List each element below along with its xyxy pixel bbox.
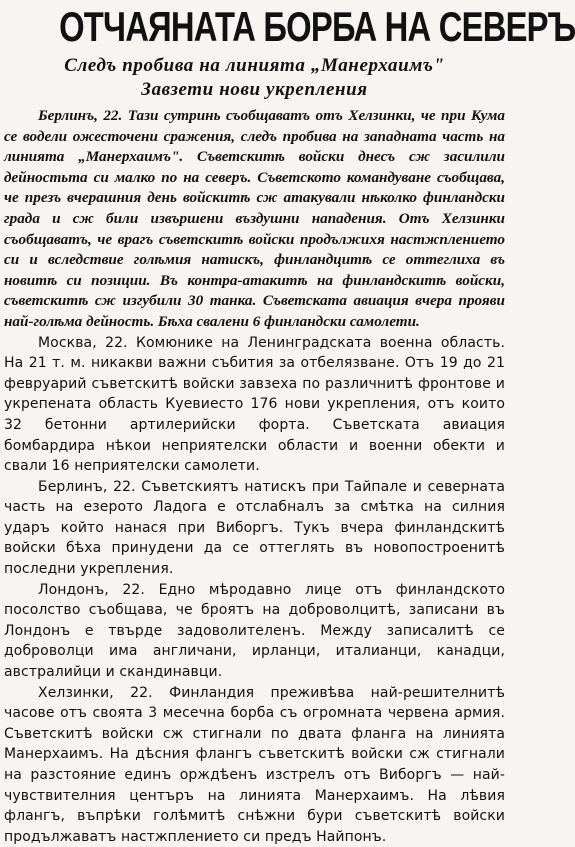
headline: ОТЧАЯНАТА БОРБА НА СЕВЕРЪ <box>59 3 575 50</box>
paragraph-berlin-2: Берлинъ, 22. Съветскиятъ натискъ при Тайпале и северната часть на езерото Ладога е отслабналъ за смѣтка на силния ударъ който нанася при Виборгъ. Тукъ вчера финландскитѣ войски бѣха принудени да се оттеглять въ новопостроенитѣ последни укрепления. <box>4 478 505 578</box>
paragraph-moscow: Москва, 22. Комюнике на Ленинградската военна область. На 21 т. м. никакви важни събития за отбелязване. Отъ 19 до 21 февруарий съветскитѣ войски завзеха по различнитѣ фронтове и укрепената область Куевиесто 176 нови укрепления, отъ които 32 бетонни артилерийски форта. Съветската авиация бомбардира нѣкои неприятелски области и военни обекти и свали 16 неприятелски самолети. <box>4 334 505 475</box>
paragraph-london: Лондонъ, 22. Едно мѣродавно лице отъ финландското посолство съобщава, че броятъ на доброволцитѣ, записани въ Лондонъ е твърде задоволителенъ. Между записалитѣ се доброволци има англичани, ирланци, италианци, канадци, австралийци и скандинавци. <box>4 581 505 681</box>
paragraph-helsinki: Хелзинки, 22. Финландия преживѣва най-решителнитѣ часове отъ своята 3 месечна борба съ огромната червена армия. Съветскитѣ войски сж стигнали по двата фланга на линията Манерхаимъ. На дѣсния флангъ съветскитѣ войски сж стигнали на разстояние единъ орждѣенъ изстрелъ отъ Виборгъ — най-чувствителния центъръ на линията Манерхаимъ. На лѣвия флангъ, въпрѣки голѣмитѣ снѣжни бури съветскитѣ войски продължаватъ настжплението си предъ Найпонъ. <box>4 684 505 845</box>
subhead-primary: Следъ пробива на линията „Манерхаимъ" <box>64 55 445 76</box>
paragraph-berlin-1: Берлинъ, 22. Тази сутринь съобщаватъ отъ Хелзинки, че при Кума се водели ожесточени сражения, следъ пробива на западната часть на линията „Манерхаимъ". Съветскитѣ войски днесъ сж засилили дейностьта си малко по на северъ. Съветското командуване съобщава, че презъ вчерашния день войскитѣ сж атакували нѣколко финландски града и сж били извършени въздушни нападения. Отъ Хелзинки съобщаватъ, че врагъ съветскитѣ войски продължихя настжплението си и вследствие голѣмия натискъ, финландцитѣ се оттеглиха въ новитѣ си позиции. Въ контра-атакитѣ на финландскитѣ войски, съветскитѣ сж изгубили 30 танка. Съветската авиация вчера прояви най-голѣма дейность. Бѣха свалени 6 финландски самолети. <box>4 107 505 330</box>
article-body <box>4 106 505 847</box>
subhead-secondary: Завзети нови укрепления <box>141 79 368 100</box>
